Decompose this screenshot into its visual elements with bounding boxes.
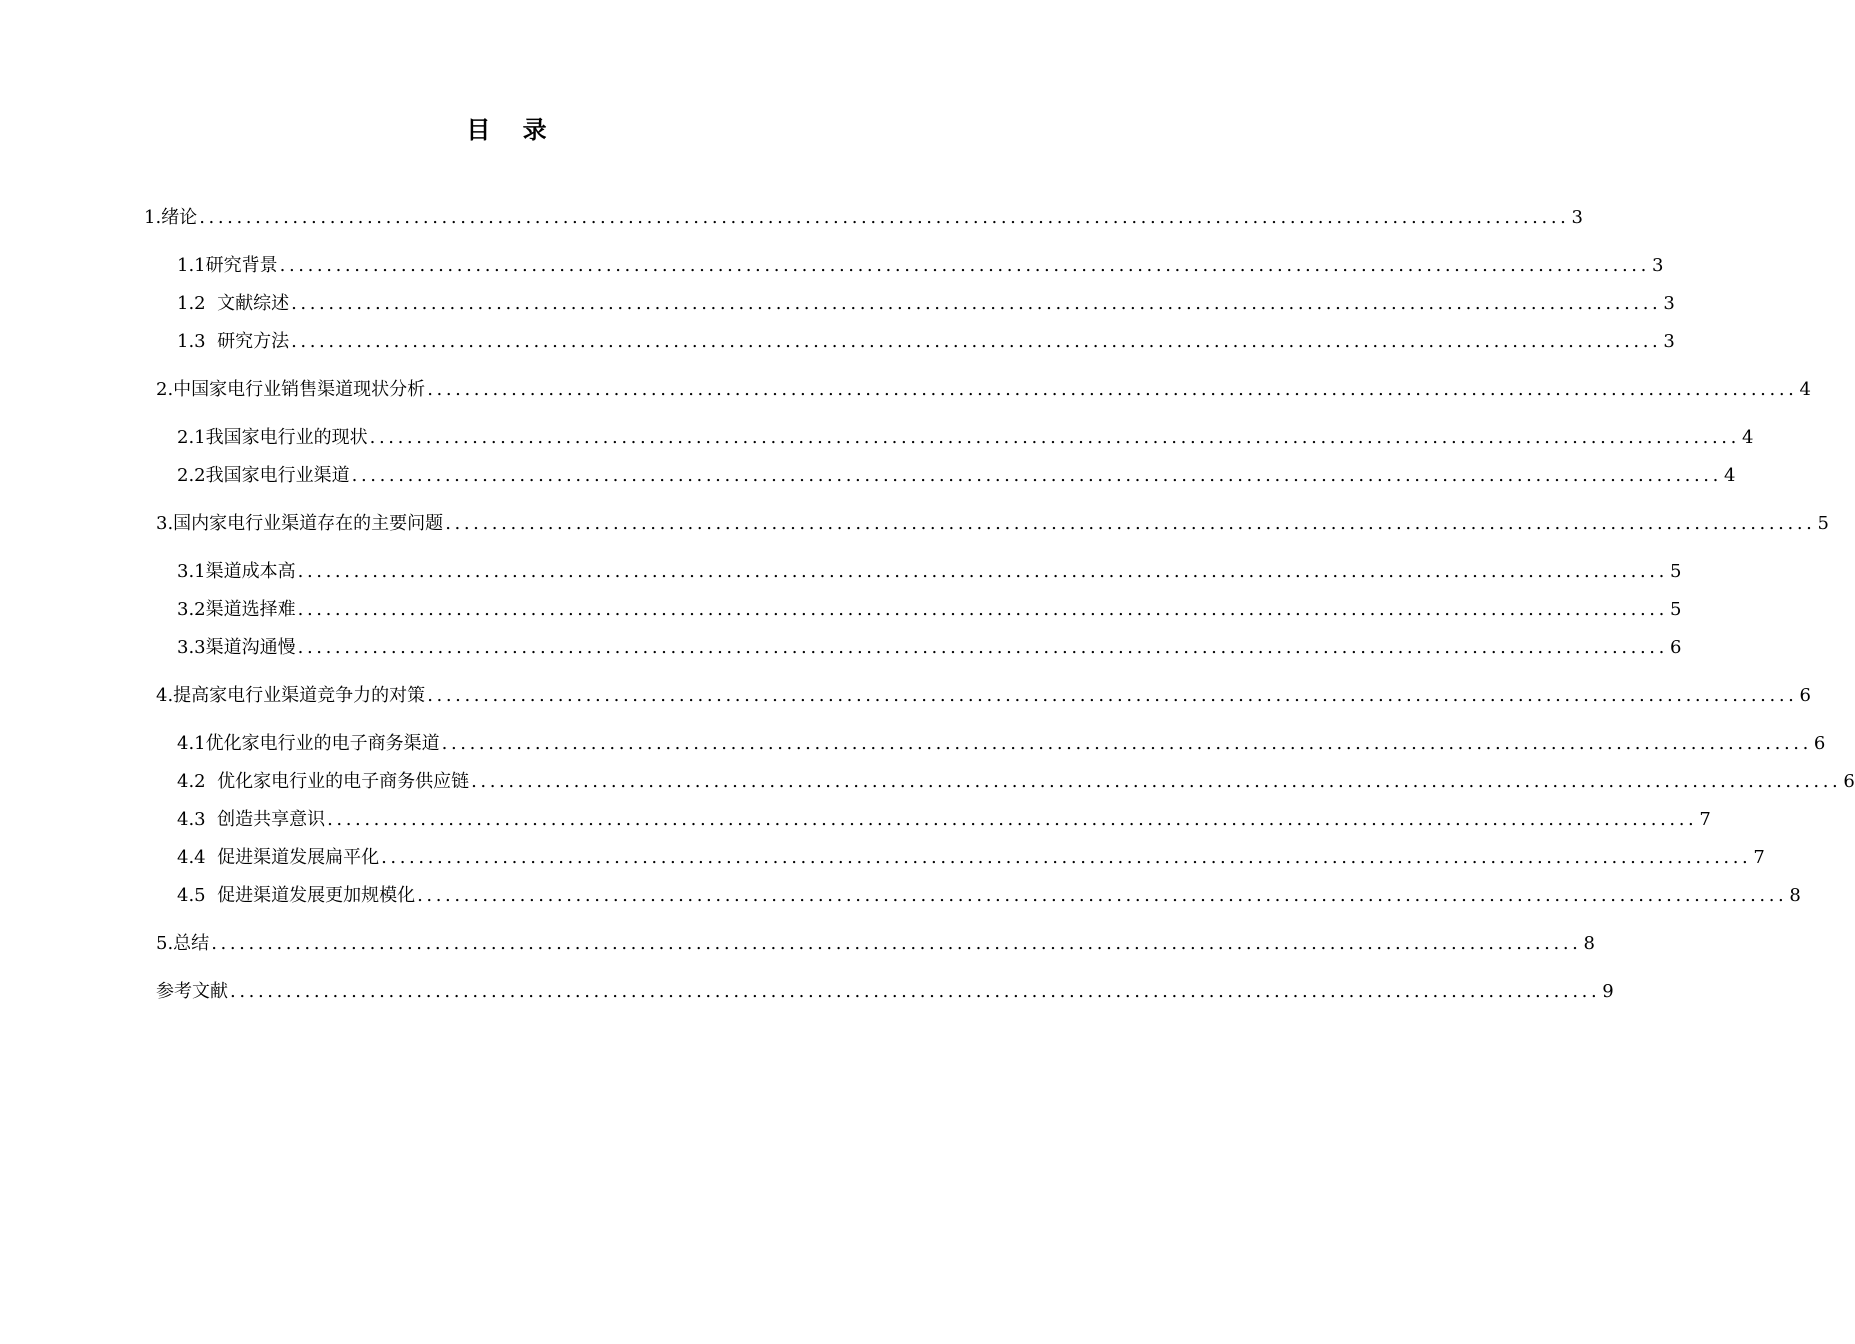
toc-entry-3-2[interactable] [177,597,1682,623]
toc-entry-2[interactable] [156,377,1811,403]
toc-entry-references[interactable] [156,979,1614,1005]
toc-page-number: 3 [1571,207,1583,228]
toc-entry-text: 5.总结 [156,933,210,954]
toc-entry-4-4[interactable] [177,845,1765,871]
toc-page-number: 3 [1663,293,1675,314]
dot-leader: ................................................................................................................................................... [369,427,1740,448]
toc-entry-text: 3.国内家电行业渠道存在的主要问题 [156,513,444,534]
toc-page-number: 4 [1799,379,1811,400]
toc-entry-1-3[interactable] [177,329,1675,355]
dot-leader: ................................................................................................................................................... [291,331,1662,352]
toc-entry-text: 3.2渠道选择难 [177,599,296,620]
toc-entry-text: 2.中国家电行业销售渠道现状分析 [156,379,426,400]
toc-entry-text: 3.1渠道成本高 [177,561,296,582]
toc-page-number: 3 [1663,331,1675,352]
dot-leader: ................................................................................................................................................... [427,379,1798,400]
toc-page-number: 7 [1753,847,1765,868]
toc-entry-text: 2.1我国家电行业的现状 [177,427,368,448]
dot-leader: ................................................................................................................................................... [230,981,1601,1002]
dot-leader: ................................................................................................................................................... [279,255,1650,276]
toc-page-number: 6 [1669,637,1682,658]
dot-leader: ................................................................................................................................................... [297,561,1668,582]
dot-leader: ................................................................................................................................................... [417,885,1788,906]
toc-entry-3[interactable] [156,511,1829,537]
toc-page-number: 7 [1699,809,1711,830]
dot-leader: ................................................................................................................................................... [297,599,1668,620]
toc-entry-4[interactable] [156,683,1811,709]
toc-entry-5[interactable] [156,931,1595,957]
dot-leader: ................................................................................................................................................... [327,809,1698,830]
toc-page-number: 4 [1723,465,1736,486]
dot-leader: ................................................................................................................................................... [297,637,1668,658]
toc-entry-text: 4.3 创造共享意识 [177,809,326,830]
toc-entry-text: 4.1优化家电行业的电子商务渠道 [177,733,440,754]
toc-page-number: 8 [1789,885,1801,906]
toc-page-number: 5 [1817,513,1829,534]
toc-entry-text: 4.2 优化家电行业的电子商务供应链 [177,771,470,792]
toc-entry-2-2[interactable] [177,463,1736,489]
toc-entry-text: 1.绪论 [144,207,198,228]
toc-entry-text: 1.3 研究方法 [177,331,290,352]
toc-entry-text: 4.5 促进渠道发展更加规模化 [177,885,416,906]
toc-entry-text: 4.4 促进渠道发展扁平化 [177,847,380,868]
toc-entry-text: 1.1研究背景 [177,255,278,276]
toc-page-number: 6 [1813,733,1826,754]
toc-entry-3-3[interactable] [177,635,1682,661]
toc-entry-text: 2.2我国家电行业渠道 [177,465,350,486]
dot-leader: ................................................................................................................................................... [427,685,1798,706]
dot-leader: ................................................................................................................................................... [291,293,1662,314]
dot-leader: ................................................................................................................................................... [351,465,1722,486]
dot-leader: ................................................................................................................................................... [445,513,1816,534]
toc-entry-text: 参考文献 [156,981,228,1002]
dot-leader: ................................................................................................................................................... [199,207,1570,228]
toc-page-number: 5 [1669,599,1682,620]
dot-leader: ................................................................................................................................................... [211,933,1582,954]
toc-page-number: 9 [1602,981,1614,1002]
dot-leader: ................................................................................................................................................... [471,771,1842,792]
toc-entry-2-1[interactable] [177,425,1754,451]
dot-leader: ................................................................................................................................................... [441,733,1812,754]
page-title: 目 录 [466,116,559,144]
toc-entry-text: 4.提高家电行业渠道竞争力的对策 [156,685,426,706]
toc-entry-1[interactable] [144,205,1583,231]
toc-page-number: 6 [1843,771,1855,792]
toc-entry-4-2[interactable] [177,769,1855,795]
toc-entry-3-1[interactable] [177,559,1682,585]
toc-page-number: 3 [1651,255,1664,276]
toc-entry-text: 3.3渠道沟通慢 [177,637,296,658]
toc-page-number: 6 [1799,685,1811,706]
toc-entry-1-1[interactable] [177,253,1664,279]
toc-entry-4-1[interactable] [177,731,1826,757]
toc-page-number: 8 [1583,933,1595,954]
toc-page-number: 5 [1669,561,1682,582]
toc-page-number: 4 [1741,427,1754,448]
toc-entry-text: 1.2 文献综述 [177,293,290,314]
dot-leader: ................................................................................................................................................... [381,847,1752,868]
toc-entry-4-5[interactable] [177,883,1801,909]
toc-entry-4-3[interactable] [177,807,1711,833]
toc-entry-1-2[interactable] [177,291,1675,317]
